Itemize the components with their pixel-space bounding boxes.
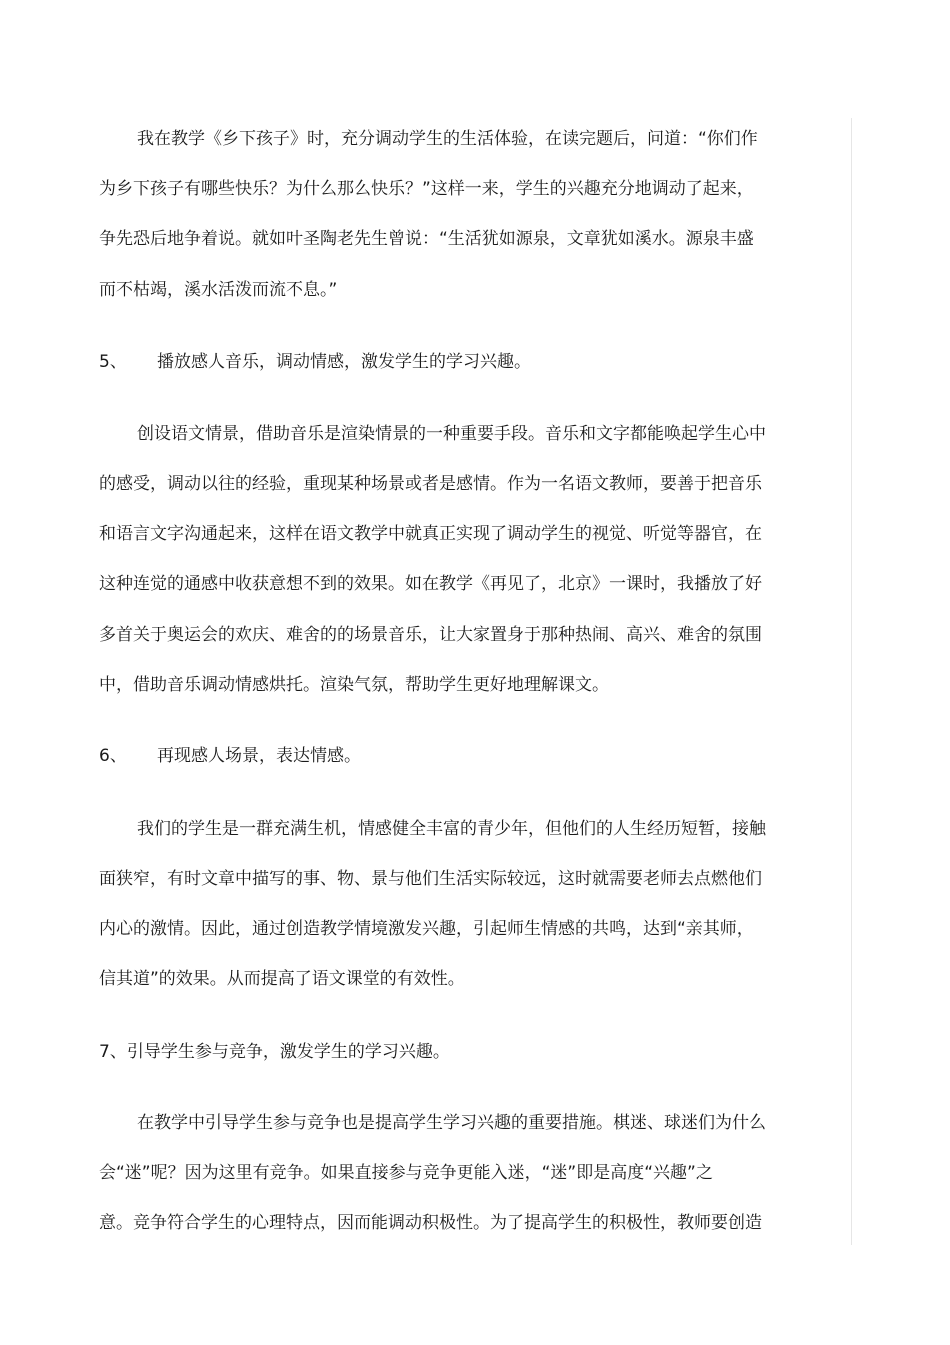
text-line: 会“迷”呢？因为这里有竞争。如果直接参与竞争更能入迷，“迷”即是高度“兴趣”之 — [99, 1163, 713, 1183]
heading-number: 6、 — [99, 746, 127, 766]
text-line: 的感受，调动以往的经验，重现某种场景或者是感情。作为一名语文教师，要善于把音乐 — [99, 474, 762, 494]
section-heading-5 — [99, 351, 531, 373]
section-heading-7 — [99, 1041, 450, 1063]
page-margin-rule — [851, 118, 852, 1245]
text-line: 我在教学《乡下孩子》时，充分调动学生的生活体验，在读完题后，问道：“你们作 — [137, 129, 758, 149]
text-line: 信其道”的效果。从而提高了语文课堂的有效性。 — [99, 969, 465, 989]
text-line: 这种连觉的通感中收获意想不到的效果。如在教学《再见了，北京》一课时，我播放了好 — [99, 574, 762, 594]
text-line: 面狭窄，有时文章中描写的事、物、景与他们生活实际较远，这时就需要老师去点燃他们 — [99, 869, 762, 889]
heading-text: 再现感人场景，表达情感。 — [157, 746, 361, 766]
text-line: 我们的学生是一群充满生机，情感健全丰富的青少年，但他们的人生经历短暂，接触 — [137, 819, 766, 839]
heading-text: 引导学生参与竞争，激发学生的学习兴趣。 — [126, 1042, 450, 1062]
heading-number: 5、 — [99, 352, 127, 372]
section-heading-6 — [99, 745, 361, 767]
text-line: 为乡下孩子有哪些快乐？为什么那么快乐？”这样一来，学生的兴趣充分地调动了起来， — [99, 179, 754, 199]
text-line: 意。竞争符合学生的心理特点，因而能调动积极性。为了提高学生的积极性，教师要创造 — [99, 1213, 762, 1233]
text-line: 而不枯竭，溪水活泼而流不息。” — [99, 280, 338, 300]
text-line: 内心的激情。因此，通过创造教学情境激发兴趣，引起师生情感的共鸣，达到“亲其师， — [99, 919, 754, 939]
heading-number: 7、 — [99, 1042, 127, 1062]
text-line: 在教学中引导学生参与竞争也是提高学生学习兴趣的重要措施。棋迷、球迷们为什么 — [137, 1113, 766, 1133]
text-line: 和语言文字沟通起来，这样在语文教学中就真正实现了调动学生的视觉、听觉等器官，在 — [99, 524, 762, 544]
heading-text: 播放感人音乐，调动情感，激发学生的学习兴趣。 — [157, 352, 531, 372]
text-line: 中，借助音乐调动情感烘托。渲染气氛，帮助学生更好地理解课文。 — [99, 675, 609, 695]
text-line: 多首关于奥运会的欢庆、难舍的的场景音乐，让大家置身于那种热闹、高兴、难舍的氛围 — [99, 625, 762, 645]
text-line: 创设语文情景，借助音乐是渲染情景的一种重要手段。音乐和文字都能唤起学生心中 — [137, 424, 766, 444]
text-line: 争先恐后地争着说。就如叶圣陶老先生曾说：“生活犹如源泉，文章犹如溪水。源泉丰盛 — [99, 229, 754, 249]
